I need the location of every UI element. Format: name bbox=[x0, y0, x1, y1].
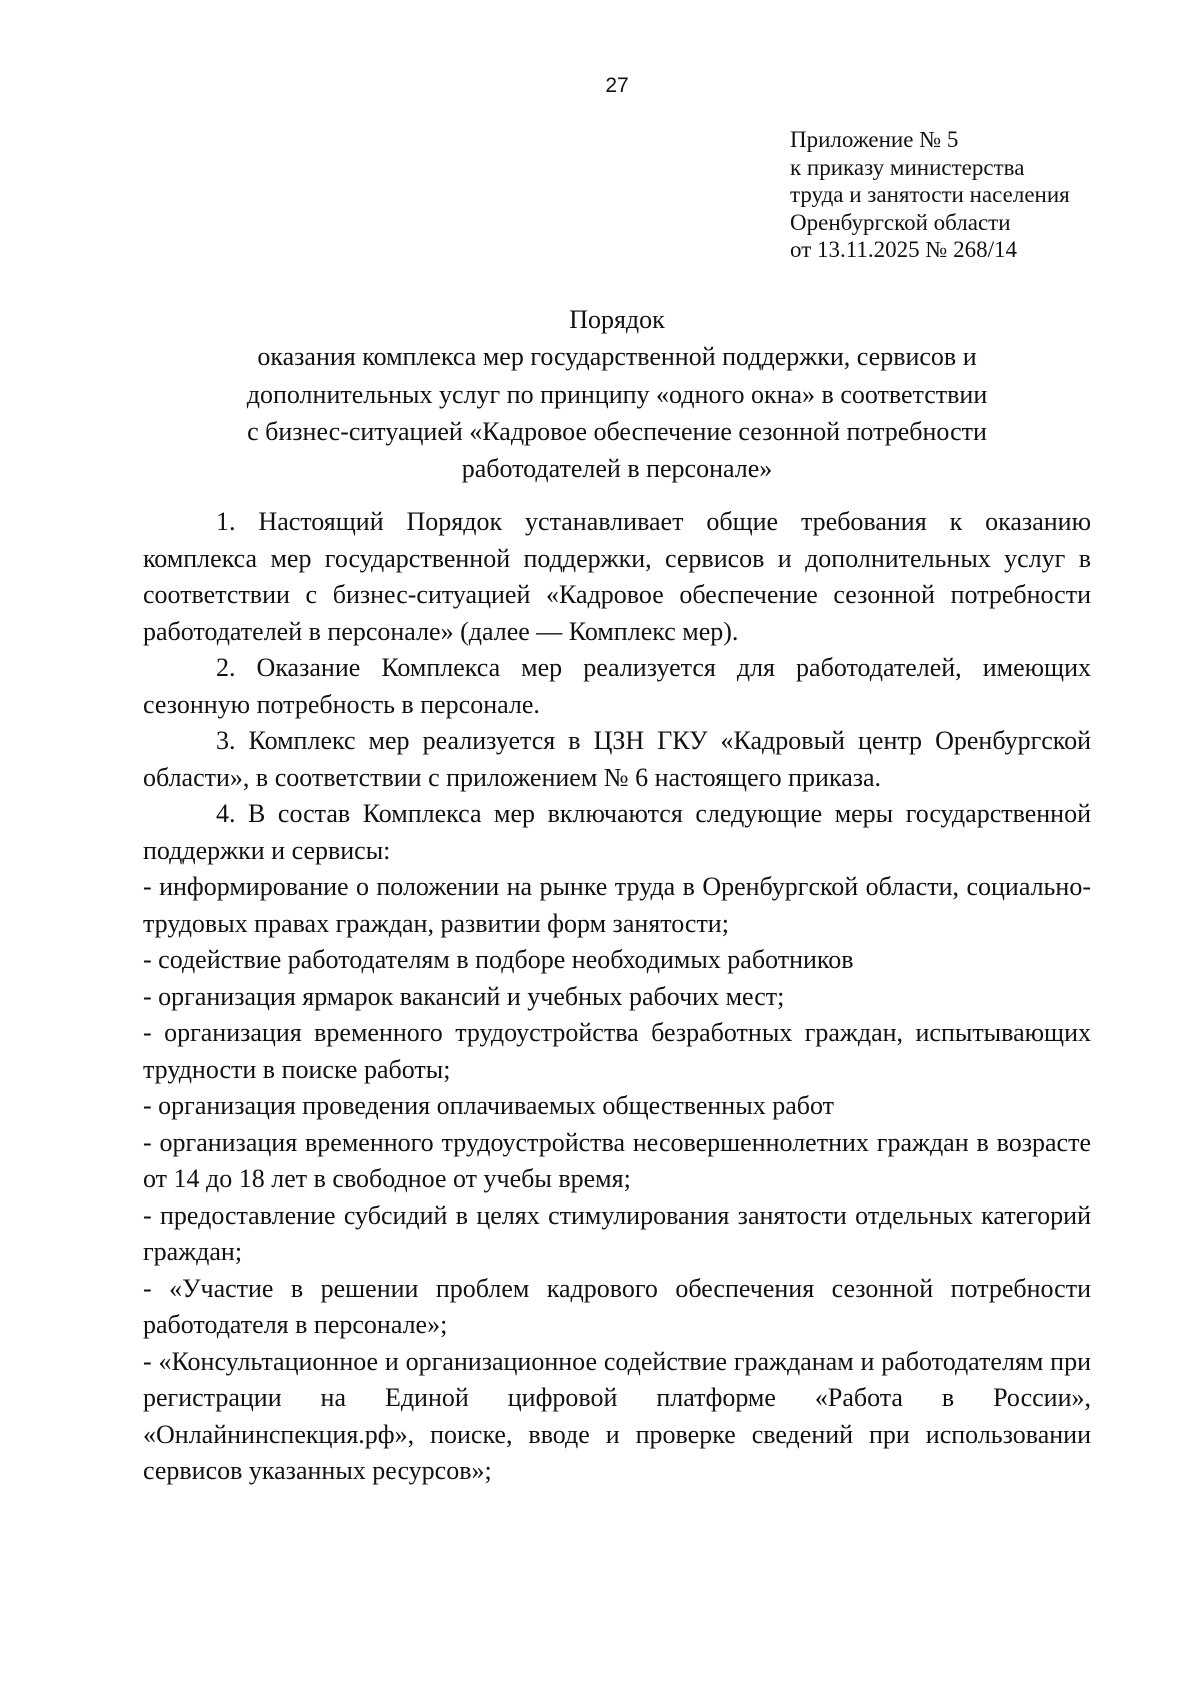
list-item: - предоставление субсидий в целях стимулирования занятости отдельных категорий граждан; bbox=[143, 1200, 1091, 1266]
paragraph-1: 1. Настоящий Порядок устанавливает общие требования к оказанию комплекса мер государственной поддержки, сервисов и дополнительных услуг в соответствии с бизнес-ситуацией «Кадровое обеспечение сезонной потребности работодателей в персонале» (далее — Комплекс мер). bbox=[143, 507, 1091, 646]
list-item: - организация проведения оплачиваемых общественных работ bbox=[143, 1091, 834, 1120]
list-item: - содействие работодателям в подборе необходимых работников bbox=[143, 945, 854, 974]
list-item: - организация временного трудоустройства несовершеннолетних граждан в возрасте от 14 до 18 лет в свободное от учебы время; bbox=[143, 1127, 1091, 1193]
appendix-line: Оренбургской области bbox=[790, 209, 1011, 235]
list-item: - информирование о положении на рынке труда в Оренбургской области, социально-трудовых правах граждан, развитии форм занятости; bbox=[143, 872, 1091, 938]
appendix-reference bbox=[790, 126, 1070, 264]
list-item: - организация ярмарок вакансий и учебных рабочих мест; bbox=[143, 981, 785, 1011]
appendix-line: Приложение № 5 bbox=[790, 127, 959, 152]
list-item: - организация временного трудоустройства безработных граждан, испытывающих трудности в поиске работы; bbox=[143, 1018, 1091, 1084]
title-line: оказания комплекса мер государственной поддержки, сервисов и bbox=[257, 342, 977, 372]
title-line: работодателей в персонале» bbox=[461, 454, 773, 484]
page-number: 27 bbox=[605, 74, 629, 97]
title-line: дополнительных услуг по принципу «одного окна» в соответствии bbox=[246, 379, 988, 409]
paragraph-3: 3. Комплекс мер реализуется в ЦЗН ГКУ «Кадровый центр Оренбургской области», в соответствии с приложением № 6 настоящего приказа. bbox=[143, 726, 1091, 792]
appendix-line: от 13.11.2025 № 268/14 bbox=[790, 237, 1017, 262]
document-body bbox=[143, 504, 1091, 1490]
title-line: с бизнес-ситуацией «Кадровое обеспечение сезонной потребности bbox=[247, 416, 987, 446]
document-title bbox=[143, 301, 1091, 487]
list-item: - «Участие в решении проблем кадрового обеспечения сезонной потребности работодателя в персонале»; bbox=[143, 1273, 1091, 1339]
appendix-line: к приказу министерства bbox=[790, 154, 1025, 180]
list-item: - «Консультационное и организационное содействие гражданам и работодателям при регистрации на Единой цифровой платформе «Работа в России», «Онлайнинспекция.рф», поиске, вводе и проверке сведений при использовании сервисов указанных ресурсов»; bbox=[143, 1346, 1091, 1485]
paragraph-4: 4. В состав Комплекса мер включаются следующие меры государственной поддержки и сервисы: bbox=[143, 799, 1091, 865]
title-heading: Порядок bbox=[569, 305, 665, 334]
appendix-line: труда и занятости населения bbox=[790, 182, 1070, 207]
paragraph-2: 2. Оказание Комплекса мер реализуется для работодателей, имеющих сезонную потребность в персонале. bbox=[143, 653, 1091, 719]
